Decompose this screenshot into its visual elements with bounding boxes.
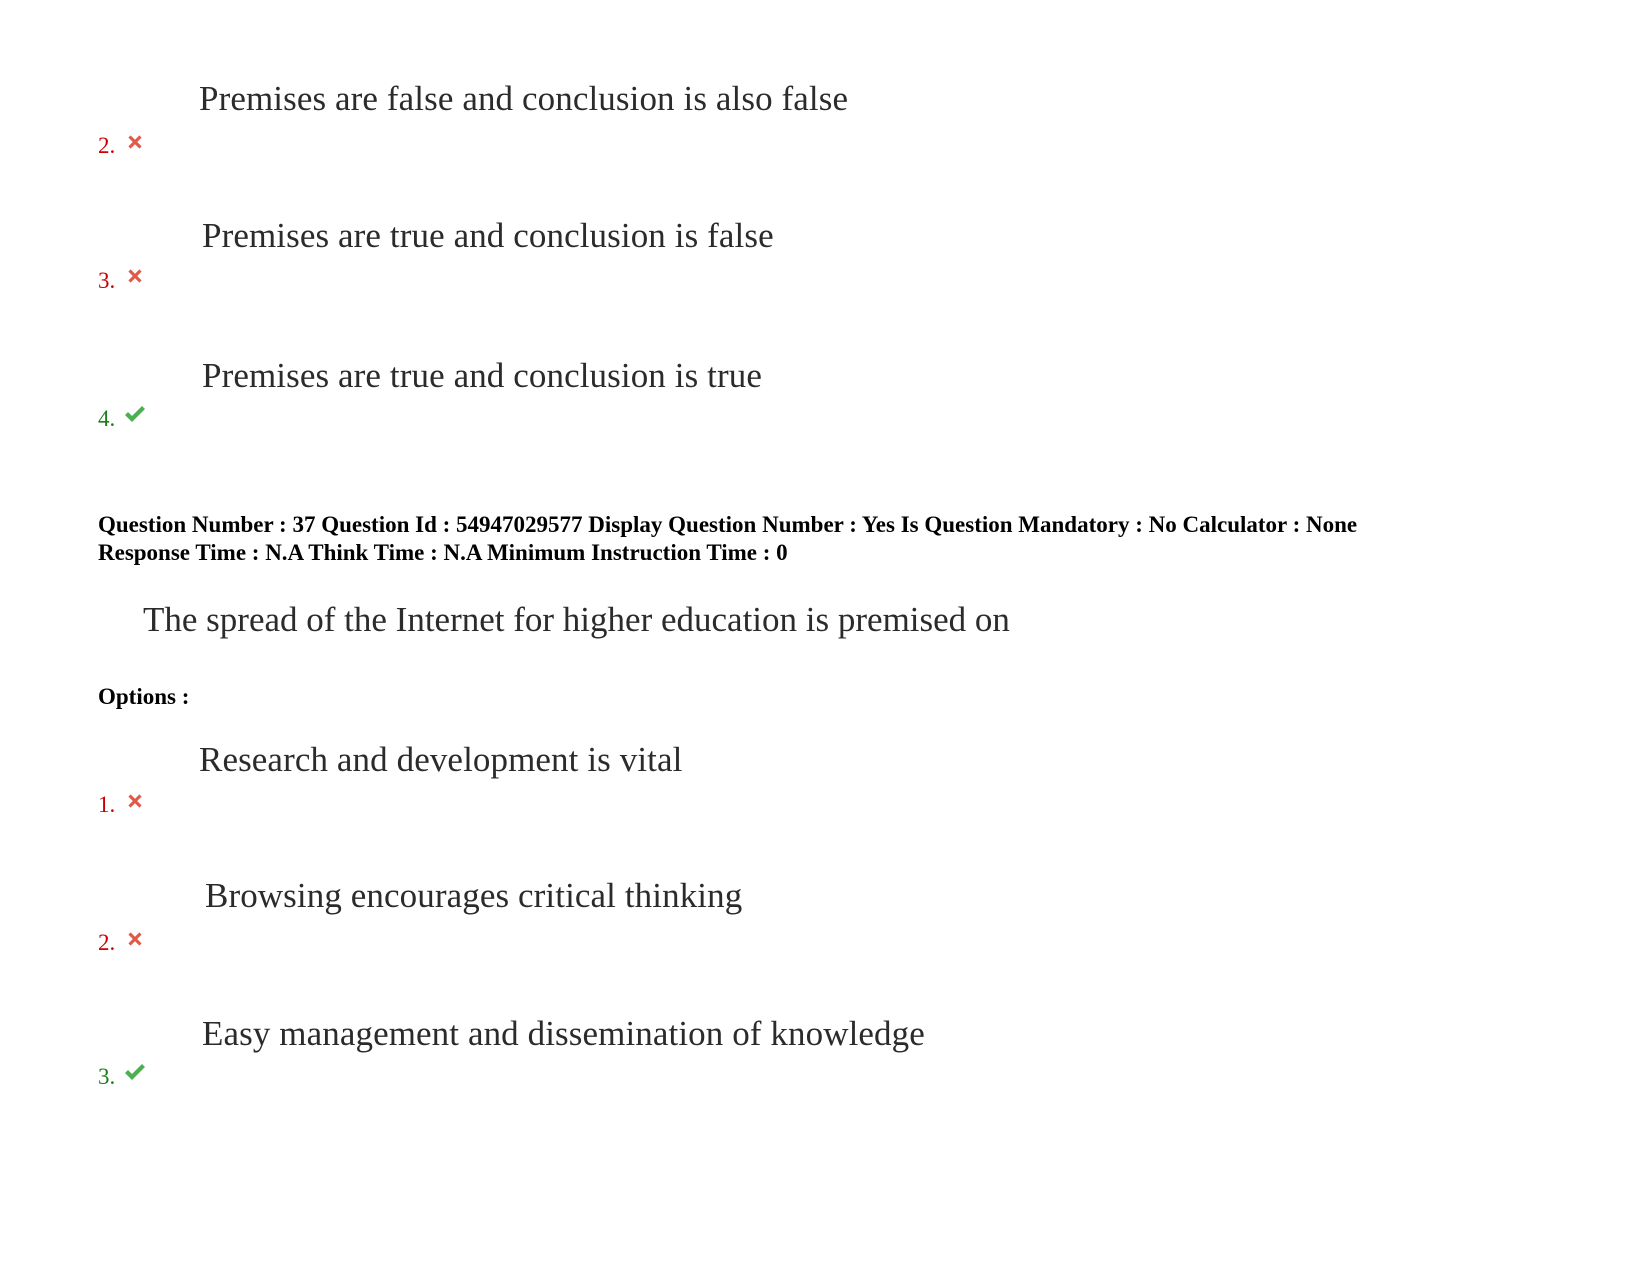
cross-icon [124,928,146,950]
option-number: 3. [98,1064,116,1089]
option-text: Premises are true and conclusion is true [202,356,762,395]
option-text: Easy management and dissemination of knowledge [202,1014,925,1053]
check-icon [123,403,147,425]
option-number: 2. [98,930,116,955]
option-number: 3. [98,268,116,293]
options-label: Options : [98,684,190,709]
option-text: Research and development is vital [199,740,683,779]
cross-icon [124,265,146,287]
question-text: The spread of the Internet for higher education is premised on [143,600,1010,639]
cross-icon [124,790,146,812]
question-meta-line-2: Response Time : N.A Think Time : N.A Minimum Instruction Time : 0 [98,540,788,565]
option-number: 1. [98,792,116,817]
option-number: 2. [98,133,116,158]
question-meta-line-1: Question Number : 37 Question Id : 54947029577 Display Question Number : Yes Is Question Mandatory : No Calculator : None [98,512,1358,537]
check-icon [123,1061,147,1083]
cross-icon [124,131,146,153]
option-number: 4. [98,406,116,431]
option-text: Browsing encourages critical thinking [205,876,743,915]
option-text: Premises are false and conclusion is also false [199,79,849,118]
option-text: Premises are true and conclusion is false [202,216,774,255]
